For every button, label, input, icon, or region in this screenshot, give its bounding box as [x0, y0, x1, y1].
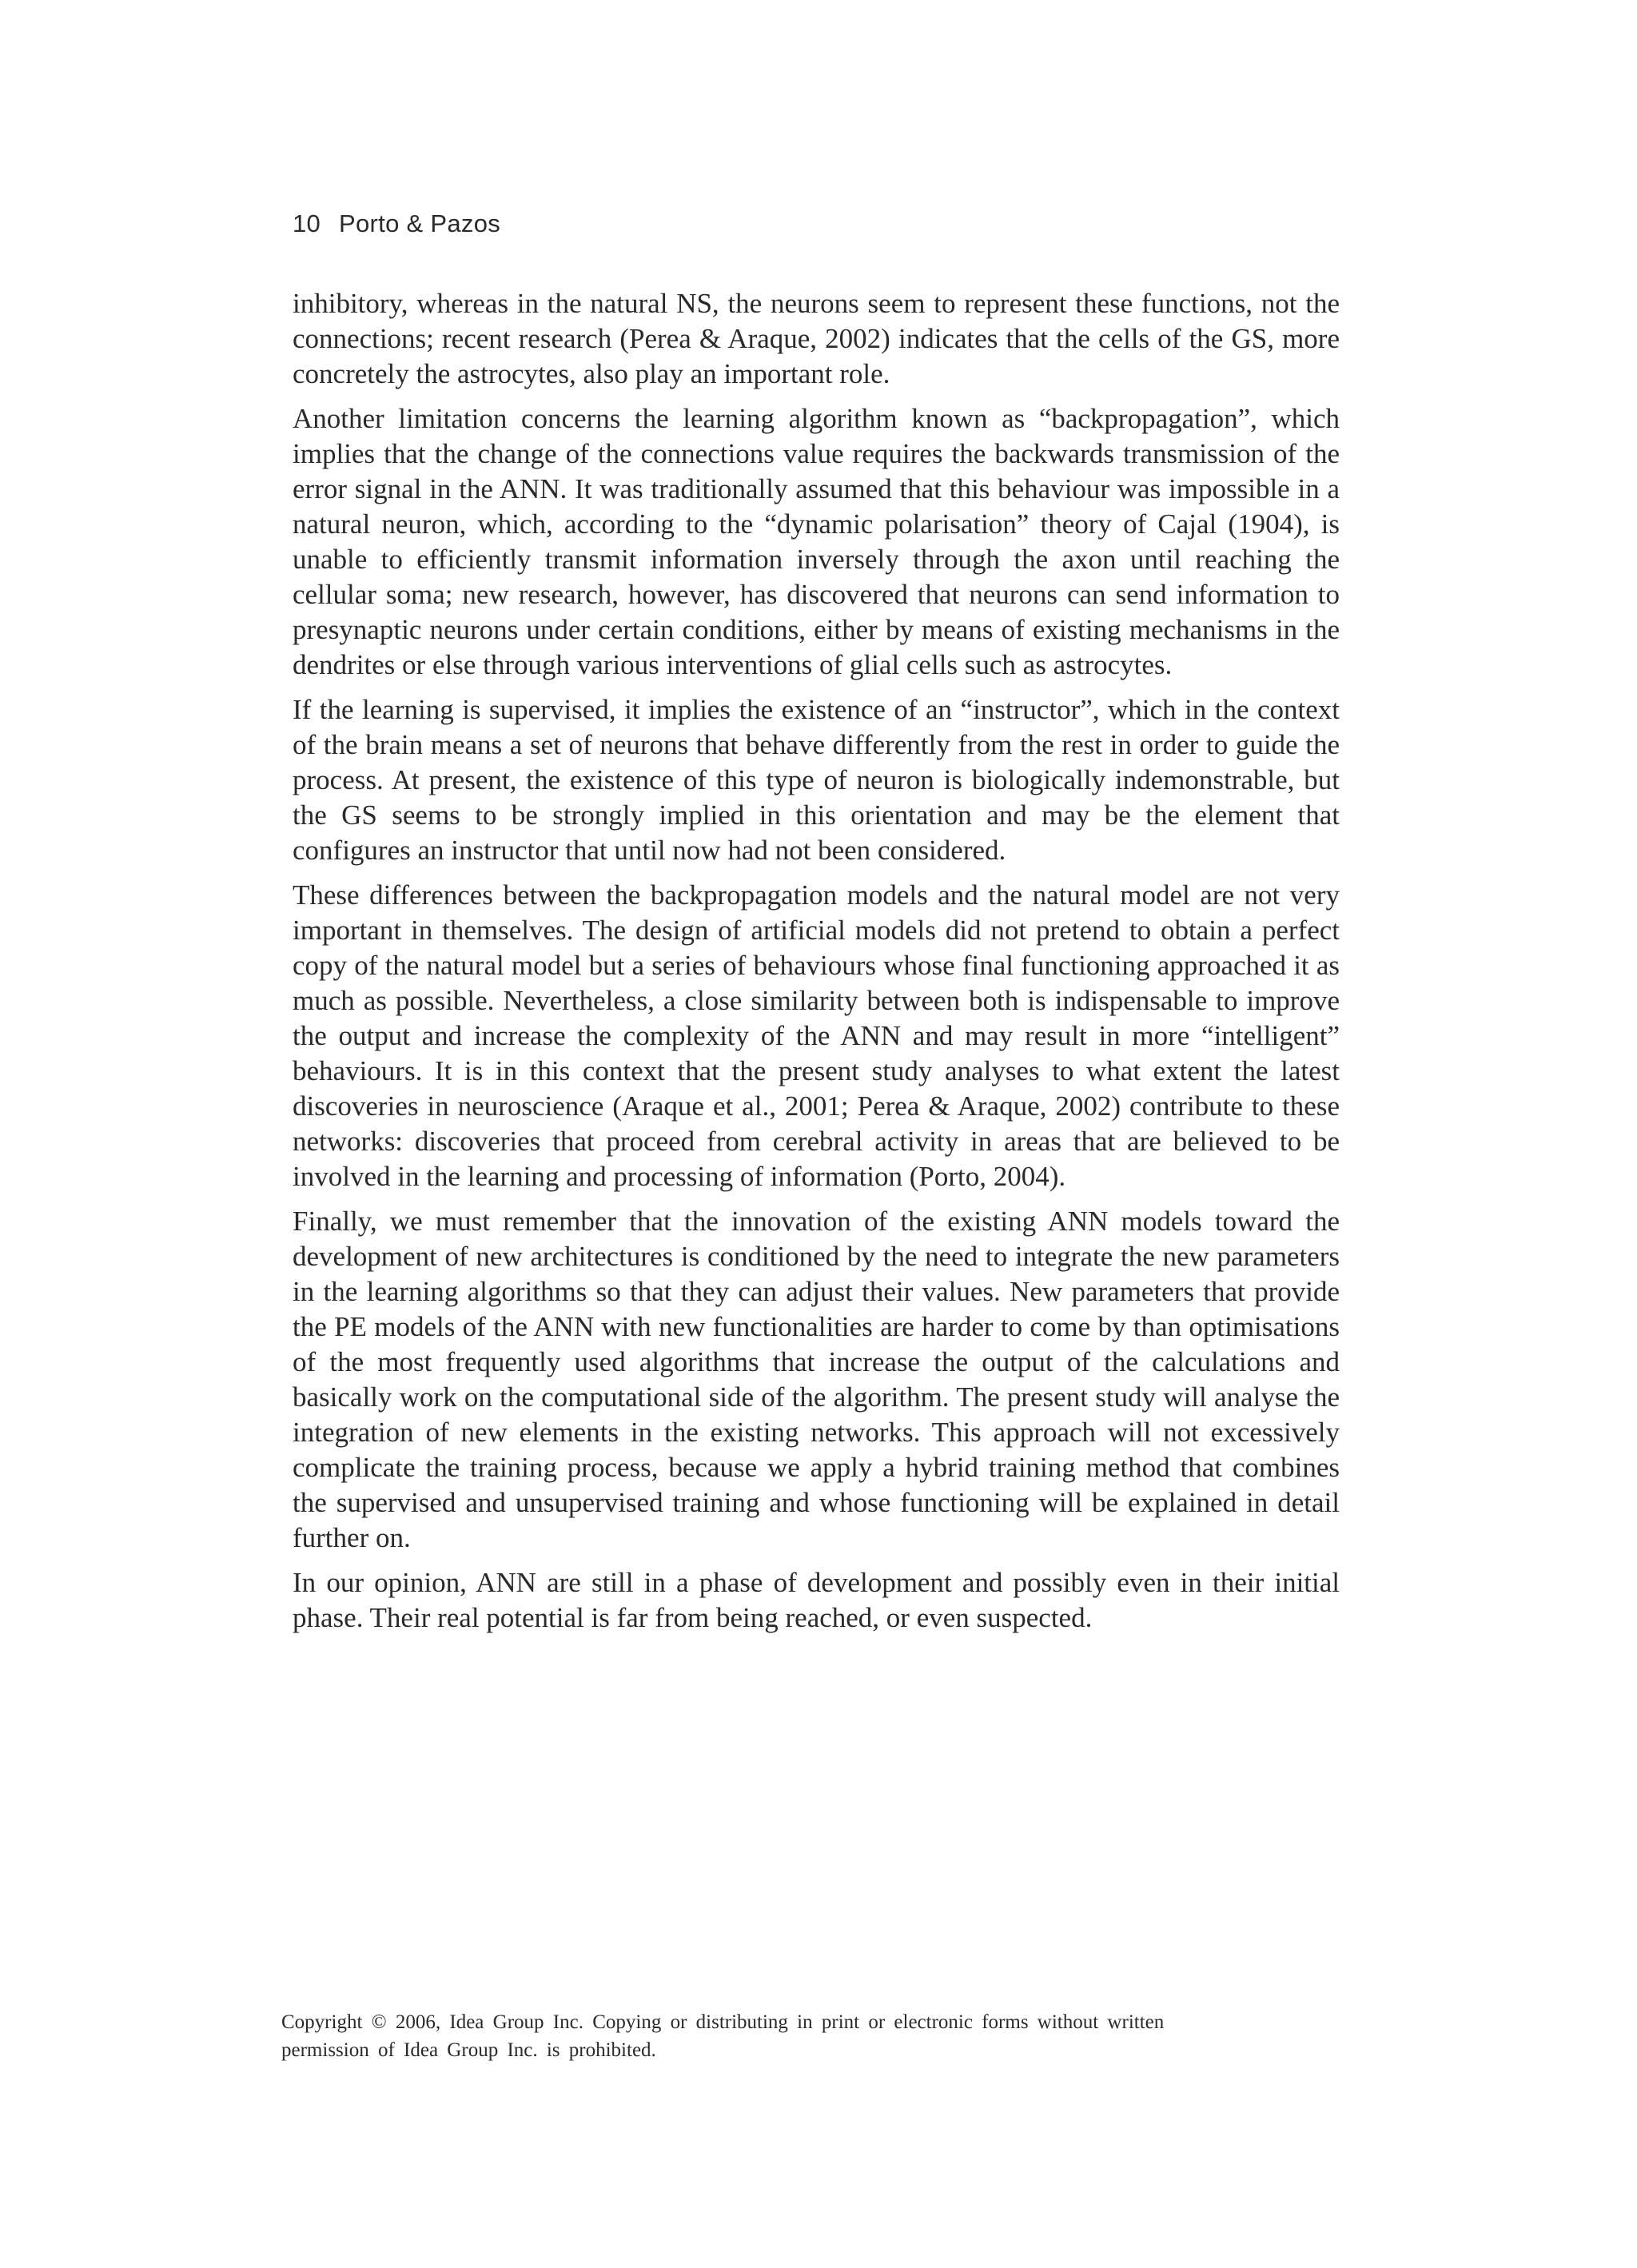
copyright-line: permission of Idea Group Inc. is prohibited.	[281, 2039, 656, 2061]
body-text	[293, 286, 1340, 1645]
paragraph: inhibitory, whereas in the natural NS, the neurons seem to represent these functions, not the connections; recent research (Perea & Araque, 2002) indicates that the cells of the GS, more concretely the astrocytes, also play an important role.	[293, 288, 1340, 389]
copyright-line: Copyright © 2006, Idea Group Inc. Copying or distributing in print or electronic forms without written	[281, 2011, 1165, 2033]
running-head	[293, 209, 500, 238]
paragraph: In our opinion, ANN are still in a phase of development and possibly even in their initial phase. Their real potential is far from being reached, or even suspected.	[293, 1567, 1340, 1633]
paragraph: These differences between the backpropagation models and the natural model are not very important in themselves. The design of artificial models did not pretend to obtain a perfect copy of the natural model but a series of behaviours whose final functioning approached it as much as possible. Nevertheless, a close similarity between both is indispensable to improve the output and increase the complexity of the ANN and may result in more “intelligent” behaviours. It is in this context that the present study analyses to what extent the latest discoveries in neuroscience (Araque et al., 2001; Perea & Araque, 2002) contribute to these networks: discoveries that proceed from cerebral activity in areas that are believed to be involved in the learning and processing of information (Porto, 2004).	[293, 879, 1340, 1192]
running-head-authors: Porto & Pazos	[339, 209, 501, 237]
paragraph: Finally, we must remember that the innovation of the existing ANN models toward the development of new architectures is conditioned by the need to integrate the new parameters in the learning algorithms so that they can adjust their values. New parameters that provide the PE models of the ANN with new functionalities are harder to come by than optimisations of the most frequently used algorithms that increase the output of the calculations and basically work on the computational side of the algorithm. The present study will analyse the integration of new elements in the existing networks. This approach will not excessively complicate the training process, because we apply a hybrid training method that combines the supervised and unsupervised training and whose functioning will be explained in detail further on.	[293, 1206, 1340, 1553]
page-number: 10	[293, 209, 321, 237]
paragraph: If the learning is supervised, it implies the existence of an “instructor”, which in the context of the brain means a set of neurons that behave differently from the rest in order to guide the process. At present, the existence of this type of neuron is biologically indemonstrable, but the GS seems to be strongly implied in this orientation and may be the element that configures an instructor that until now had not been considered.	[293, 694, 1340, 866]
paragraph: Another limitation concerns the learning algorithm known as “backpropagation”, which implies that the change of the connections value requires the backwards transmission of the error signal in the ANN. It was traditionally assumed that this behaviour was impossible in a natural neuron, which, according to the “dynamic polarisation” theory of Cajal (1904), is unable to efficiently transmit information inversely through the axon until reaching the cellular soma; new research, however, has discovered that neurons can send information to presynaptic neurons under certain conditions, either by means of existing mechanisms in the dendrites or else through various interventions of glial cells such as astrocytes.	[293, 403, 1340, 680]
copyright-notice	[281, 2008, 1328, 2064]
